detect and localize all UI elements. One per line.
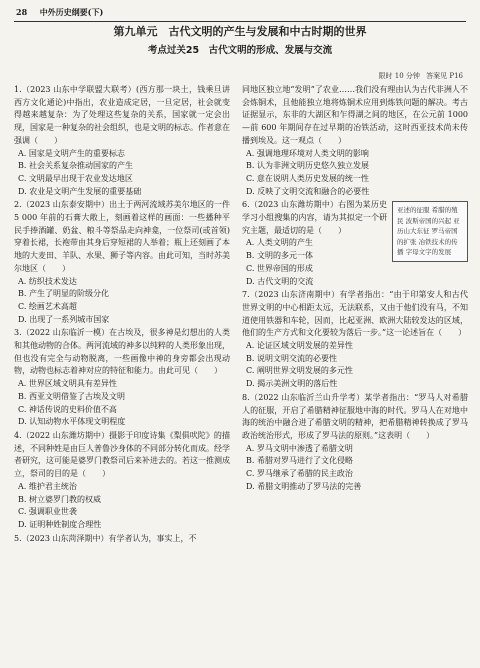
- answer-option: D. 古代文明的交流: [246, 276, 314, 286]
- answer-option: D. 揭示美洲文明的落后性: [246, 379, 338, 389]
- answer-option: D. 证明种姓制度合理性: [18, 519, 102, 529]
- question-item: [14, 327, 230, 429]
- answer-reference: 答案见 P16: [426, 72, 463, 80]
- question-text: 6.（2023 山东潍坊期中）右图为某历史学习小组搜集的内容，请为其拟定一个研究主题，最适切的是（ ）: [242, 200, 387, 235]
- question-text: 5.（2023 山东菏泽期中）有学者认为，事实上，不: [14, 533, 197, 543]
- answer-option: D. 反映了文明交流和融合的必要性: [246, 186, 370, 196]
- answer-option: D. 认知动物水平体现文明程度: [18, 417, 126, 427]
- question-item: [242, 392, 468, 494]
- header-divider: [14, 21, 466, 22]
- answer-option: A. 论证区域文明发展的差异性: [246, 341, 353, 351]
- answer-option: A. 罗马文明中渗透了希腊文明: [246, 443, 353, 453]
- question-item: [14, 84, 230, 198]
- answer-option: C. 神话传说的史料价值不高: [18, 404, 117, 414]
- question-item: [14, 199, 230, 326]
- left-column: [14, 84, 230, 546]
- answer-option: B. 西亚文明借鉴了古埃及文明: [18, 391, 125, 401]
- answer-option: B. 产生了明显的阶级分化: [18, 289, 109, 299]
- answer-option: C. 绘画艺术高超: [18, 301, 77, 311]
- answer-option: A. 维护君主统治: [18, 481, 77, 491]
- answer-option: C. 罗马继承了希腊的民主政治: [246, 469, 353, 479]
- page-number: 28: [16, 7, 28, 17]
- question-item: [14, 533, 230, 546]
- answer-option: A. 纺织技术发达: [18, 276, 77, 286]
- answer-option: B. 认为非洲文明历史悠久独立发展: [246, 161, 369, 171]
- question-item: [242, 289, 468, 391]
- time-limit: 限时 10 分钟: [378, 72, 420, 80]
- lesson-meta: [375, 70, 463, 83]
- answer-option: A. 世界区域文明具有差异性: [18, 379, 117, 389]
- unit-title: 第九单元 古代文明的产生与发展和中古时期的世界: [113, 25, 367, 38]
- question-item: [14, 430, 230, 532]
- answer-option: C. 阐明世界文明发展的多元性: [246, 366, 353, 376]
- answer-option: A. 人类文明的产生: [246, 238, 313, 248]
- answer-option: A. 强调地理环境对人类文明的影响: [246, 148, 369, 158]
- question-item: [242, 199, 468, 288]
- question-text: 4.（2022 山东潍坊期中）摄影于印度诗集《梨俱吠陀》的描述，不同种姓是由巨人普鲁沙身体的不同部分转化而成。经学者研究，这可能是婆罗门教祭司后来补进去的。若这一推测成立，祭司的目的是（ ）: [14, 430, 230, 479]
- answer-option: B. 说明文明交流的必要性: [246, 353, 337, 363]
- answer-option: B. 希腊对罗马进行了文化侵略: [246, 456, 353, 466]
- question-text: 2.（2023 山东泰安期中）出土于两河流域苏美尔地区的一件 5 000 年前的石膏大敞上，刻画着这样的画面：一些播种平民手捧酒罐、奶盆、粮斗等祭品走向神龛，一位祭司(或首领)穿着长裙，长袍带由其身后穿短裙的人举着；瓶上还刻画了本地的大麦田、羊队、水果、狮子等内容。由此可知，当时苏美尔地区（ ）: [14, 200, 230, 273]
- answer-option: B. 树立婆罗门教的权威: [18, 494, 101, 504]
- answer-option: B. 文明的多元一体: [246, 251, 313, 261]
- answer-option: C. 世界帝国的形成: [246, 263, 313, 273]
- lesson-title: 考点过关25 古代文明的形成、发展与交流: [147, 45, 333, 56]
- question-text: 8.（2022 山东临沂兰山升学考）某学者指出：“罗马人对希腊人的征服，开启了希腊精神征服地中海的时代。罗马人在对地中海的统治中融合进了希腊文明的精神，把希腊精神转换成了罗马政治统治形式，形成了罗马法的原则。”这表明（ ）: [242, 392, 468, 440]
- right-column: [242, 84, 468, 495]
- answer-option: C. 文明最早出现于农业发达地区: [18, 173, 133, 183]
- question-text: 3.（2022 山东临沂一模）在古埃及，很多神是幻想出的人类和其他动物的合体。两河流域的神多以纯粹的人类形象出现，但也没有完全与动物脱离，一些画像中神的身旁都会出现动物，动物也标志着神对应的特征和能力。由此可见（ ）: [14, 328, 230, 376]
- question-text: 同地区独立地“发明”了农业……我们没有理由认为古代非洲人不会炼铜术，且他能独立地将炼铜术应用到炼铁问题的解决。考古证据显示，东非的大湖区和乍得湖之间的地区，在公元前 1000—前 600 年期间存在过早期的冶铁活动，这时西亚技术尚未传播到埃及。这一观点（ ）: [242, 85, 468, 145]
- answer-option: A. 国家是文明产生的重要标志: [18, 148, 125, 158]
- answer-option: D. 农业是文明产生发展的重要基础: [18, 186, 142, 196]
- question-item: [242, 84, 468, 198]
- answer-option: C. 强调职业世袭: [18, 507, 77, 517]
- page-header: [16, 6, 103, 18]
- question-text: 7.（2023 山东济南期中）有学者指出：“由于印第安人和古代世界文明的中心相距太远，无法联系，又由于他们没有马，不知道使用铁器和车轮，因而，比起亚洲、欧洲大陆较发达的区域，他们的生产方式和文化要较为落后一步。”这一论述旨在（ ）: [242, 290, 468, 338]
- answer-option: D. 出现了一系列城市国家: [18, 314, 110, 324]
- book-title: 中外历史纲要(下): [39, 7, 104, 17]
- answer-option: B. 社会关系复杂推动国家的产生: [18, 161, 133, 171]
- question-text: 1.（2023 山东中学联盟大联考）(西方那一块土，钱乘旦讲西方文化通论)中指出，农业造成定居，一旦定居，社会就变得越来越复杂：为了处理这些复杂的关系，国家就一定会出现，国家是一种复杂的社会组织，也是文明的标志。作者意在强调（ ）: [14, 85, 230, 145]
- topic-list-box: 亚述的征服 希腊的殖民 波斯帝国的兴起 亚历山大东征 罗马帝国的扩张 冶铁技术的传播 字母文字的发展: [392, 201, 468, 262]
- answer-option: C. 意在说明人类历史发展的统一性: [246, 173, 369, 183]
- answer-option: D. 希腊文明推动了罗马法的完善: [246, 481, 362, 491]
